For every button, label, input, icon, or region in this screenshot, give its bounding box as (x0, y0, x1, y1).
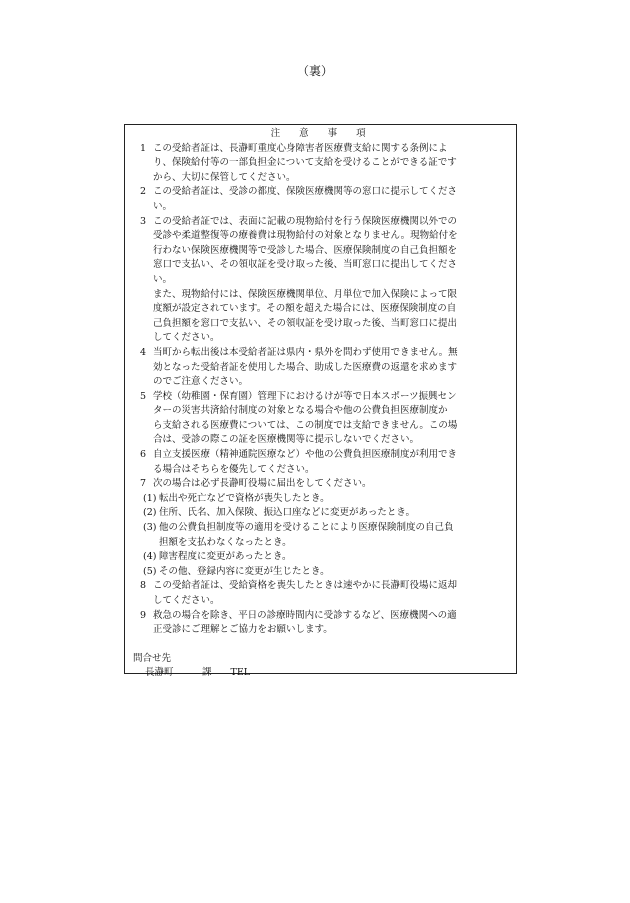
notice-item (133, 215, 508, 346)
notice-item (133, 448, 508, 477)
contact-label: 問合せ先 (133, 652, 172, 664)
text-line: り、保険給付等の一部負担金について支給を受けることができる証です (153, 157, 457, 169)
notice-sub-item (133, 492, 508, 507)
text-line: のでご注意ください。 (153, 376, 249, 388)
notice-box (124, 124, 517, 679)
contact-section (133, 652, 508, 681)
sub-item-text (159, 550, 508, 565)
notice-item (133, 185, 508, 214)
notice-item (133, 609, 508, 638)
notice-item (133, 390, 508, 448)
text-line: 受診や柔道整復等の療養費は現物給付の対象となりません。現物給付を (153, 230, 458, 242)
notice-items-after (133, 579, 508, 637)
text-line: ターの災害共済給付制度の対象となる場合や他の公費負担医療制度か (153, 405, 448, 417)
text-line: 次の場合は必ず長瀞町役場に届出をしてください。 (153, 478, 372, 490)
notice-sub-item (133, 565, 508, 580)
text-line: この受給者証は、長瀞町重度心身障害者医療費支給に関する条例によ (153, 142, 448, 154)
sub-item-number: (5) (143, 565, 157, 577)
text-line: 合は、受診の際この証を医療機関等に提示しないでください。 (153, 434, 420, 446)
item-number: 7 (139, 478, 147, 490)
item-text (153, 185, 508, 214)
contact-line: 長瀞町 課 TEL (145, 667, 251, 679)
item-text (153, 346, 508, 390)
text-line: その他、登録内容に変更が生じたとき。 (159, 565, 330, 577)
item-text (153, 477, 508, 492)
item-text (153, 390, 508, 448)
text-line: い。 (153, 200, 173, 212)
text-line: 他の公費負担制度等の適用を受けることにより医療保険制度の自己負 (159, 522, 454, 534)
sub-item-number: (2) (143, 507, 157, 519)
text-line: 正受診にご理解とご協力をお願いします。 (153, 624, 333, 636)
item-number: 3 (139, 215, 147, 227)
notice-sub-item (133, 521, 508, 550)
notice-title: 注 意 事 項 (270, 128, 371, 139)
text-line: してください。 (153, 595, 220, 606)
text-line: 己負担額を窓口で支払い、その領収証を受け取った後、当町窓口に提出 (153, 317, 458, 329)
text-line: この受給者証は、受給資格を喪失したときは速やかに長瀞町役場に返却 (153, 580, 458, 592)
text-line: い。 (153, 273, 173, 285)
text-line: 障害程度に変更があったとき。 (159, 551, 292, 563)
text-line: 効となった受給者証を使用した場合、助成した医療費の返還を求めます (153, 361, 458, 373)
item-number: 1 (139, 142, 147, 154)
notice-sub-items (133, 492, 508, 580)
sub-item-text (159, 521, 508, 550)
text-line: 救急の場合を除き、平日の診療時間内に受診するなど、医療機関への適 (153, 609, 457, 621)
item-text (153, 142, 508, 186)
item-number: 6 (139, 449, 147, 461)
text-line: この受給者証は、受診の都度、保険医療機関等の窓口に提示してくださ (153, 186, 458, 198)
text-line: から、大切に保管してください。 (153, 171, 296, 183)
text-line: 度額が設定されています。その額を超えた場合には、医療保険制度の自 (153, 303, 457, 315)
text-line: 転出や死亡などで資格が喪失したとき。 (159, 492, 330, 504)
notice-item (133, 579, 508, 608)
text-line: 行わない保険医療機関等で受診した場合、医療保険制度の自己負担額を (153, 244, 458, 256)
item-text (153, 609, 508, 638)
item-text (153, 579, 508, 608)
text-line: ら支給される医療費については、この制度では支給できません。この場 (153, 419, 458, 431)
sub-item-number: (1) (143, 492, 157, 504)
text-line: 自立支援医療（精神通院医療など）や他の公費負担医療制度が利用でき (153, 449, 458, 461)
item-number: 4 (139, 346, 147, 358)
page-label: （裏） (296, 64, 333, 78)
notice-item (133, 142, 508, 186)
notice-item (133, 477, 508, 492)
item-number: 9 (139, 609, 147, 621)
notice-sub-item (133, 550, 508, 565)
sub-item-text (159, 565, 508, 580)
text-line: また、現物給付には、保険医療機関単位、月単位で加入保険によって限 (153, 288, 458, 300)
text-line: してください。 (153, 332, 220, 344)
text-line: 当町から転出後は本受給者証は県内・県外を問わず使用できません。無 (153, 346, 458, 358)
text-line: る場合はそちらを優先してください。 (153, 463, 315, 475)
text-line: この受給者証では、表面に記載の現物給付を行う保険医療機関以外での (153, 215, 458, 227)
item-text (153, 215, 508, 346)
item-number: 5 (139, 390, 147, 402)
text-line: 窓口で支払い、その領収証を受け取った後、当町窓口に提出してくださ (153, 259, 458, 271)
sub-item-text (159, 492, 508, 507)
sub-item-number: (3) (143, 522, 157, 534)
sub-item-number: (4) (143, 551, 157, 563)
item-number: 2 (139, 186, 147, 198)
notice-item (133, 346, 508, 390)
notice-sub-item (133, 506, 508, 521)
item-text (153, 448, 508, 477)
text-line: 住所、氏名、加入保険、振込口座などに変更があったとき。 (159, 507, 416, 519)
text-line: 学校（幼稚園・保育園）管理下におけるけが等で日本スポーツ振興セン (153, 390, 457, 402)
notice-items (133, 142, 508, 492)
text-line: 担額を支払わなくなったとき。 (159, 536, 292, 548)
item-number: 8 (139, 580, 147, 592)
sub-item-text (159, 506, 508, 521)
